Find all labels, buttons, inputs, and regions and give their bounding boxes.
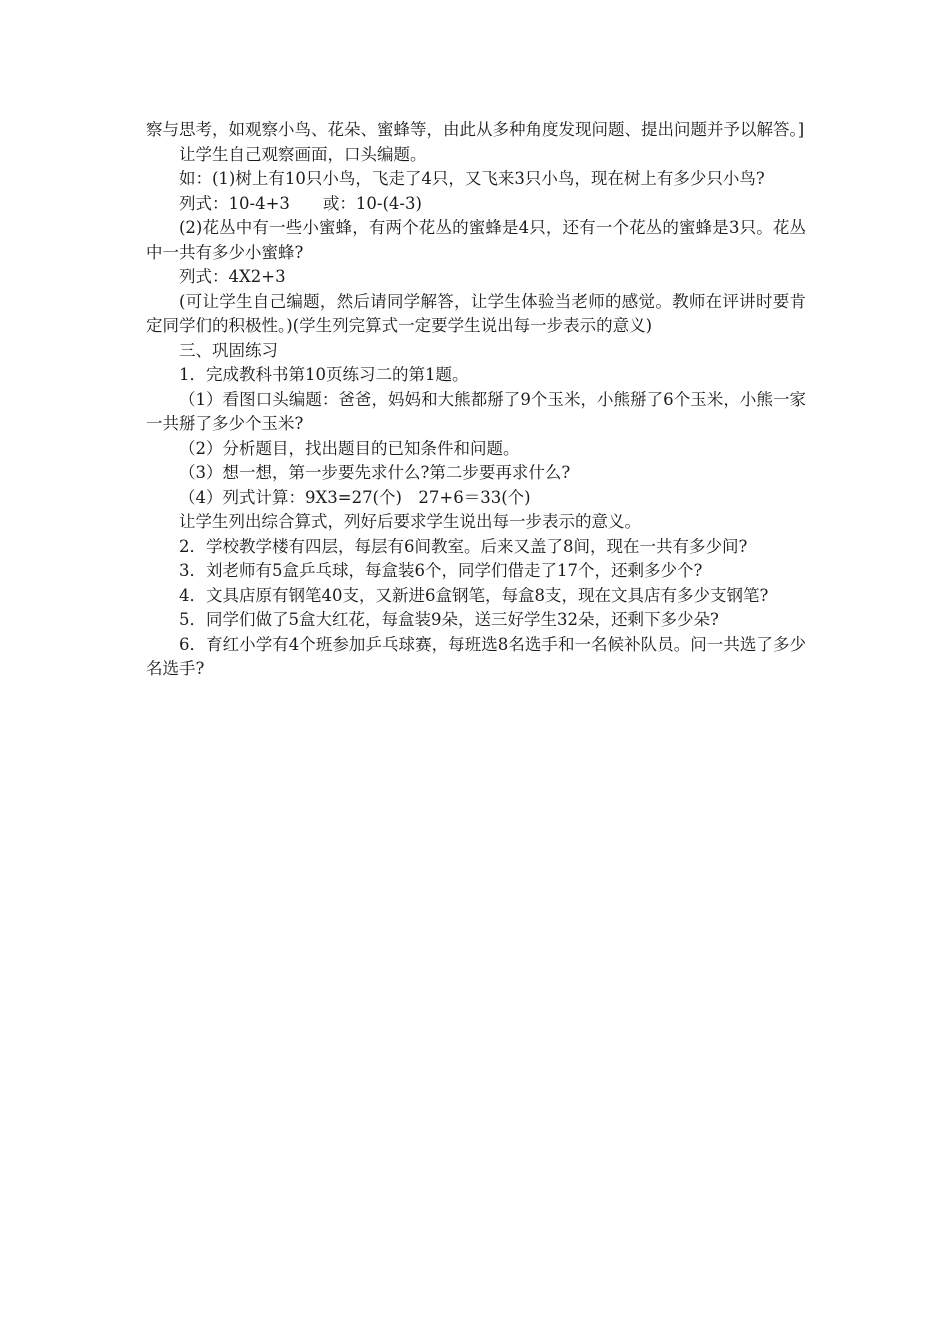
exercise-step-4: （4）列式计算：9X3=27(个) 27+6＝33(个) <box>179 487 531 507</box>
exercise-item-3: 3．刘老师有5盒乒乓球，每盒装6个，同学们借走了17个，还剩多少个? <box>179 561 703 580</box>
exercise-item-2: 2．学校教学楼有四层，每层有6间教室。后来又盖了8间，现在一共有多少间? <box>179 536 748 556</box>
section-heading-practice: 三、巩固练习 <box>179 340 278 360</box>
document-body <box>146 118 806 682</box>
exercise-step-3: （3）想一想，第一步要先求什么?第二步要再求什么? <box>179 463 571 482</box>
exercise-item-4: 4．文具店原有钢笔40支，又新进6盒钢笔，每盒8支，现在文具店有多少支钢笔? <box>179 585 769 605</box>
exercise-step-1: （1）看图口头编题：爸爸，妈妈和大熊都掰了9个玉米，小熊掰了6个玉米，小熊一家一共掰了多少个玉米? <box>146 389 806 433</box>
paragraph-teacher-note: (可让学生自己编题，然后请同学解答，让学生体验当老师的感觉。教师在评讲时要肯定同学们的积极性。)(学生列完算式一定要学生说出每一步表示的意义) <box>146 291 806 335</box>
paragraph-formula-1: 列式：10-4+3 或：10-(4-3) <box>179 193 422 213</box>
exercise-item-1: 1．完成教科书第10页练习二的第1题。 <box>179 365 469 384</box>
paragraph-intro-continuation: 察与思考，如观察小鸟、花朵、蜜蜂等，由此从多种角度发现问题、提出问题并予以解答。] <box>146 120 805 139</box>
exercise-step-2: （2）分析题目，找出题目的已知条件和问题。 <box>179 438 520 458</box>
paragraph-observe-prompt: 让学生自己观察画面，口头编题。 <box>179 144 427 164</box>
paragraph-example-2: (2)花丛中有一些小蜜蜂，有两个花丛的蜜蜂是4只，还有一个花丛的蜜蜂是3只。花丛中一共有多少小蜜蜂? <box>146 218 806 262</box>
exercise-item-5: 5．同学们做了5盒大红花，每盒装9朵，送三好学生32朵，还剩下多少朵? <box>179 610 719 629</box>
paragraph-combined-formula: 让学生列出综合算式，列好后要求学生说出每一步表示的意义。 <box>179 512 641 531</box>
paragraph-formula-2: 列式：4X2+3 <box>179 267 286 286</box>
exercise-item-6: 6．育红小学有4个班参加乒乓球赛，每班选8名选手和一名候补队员。问一共选了多少名选手? <box>146 634 806 678</box>
paragraph-example-1: 如：(1)树上有10只小鸟，飞走了4只，又飞来3只小鸟，现在树上有多少只小鸟? <box>179 169 765 188</box>
